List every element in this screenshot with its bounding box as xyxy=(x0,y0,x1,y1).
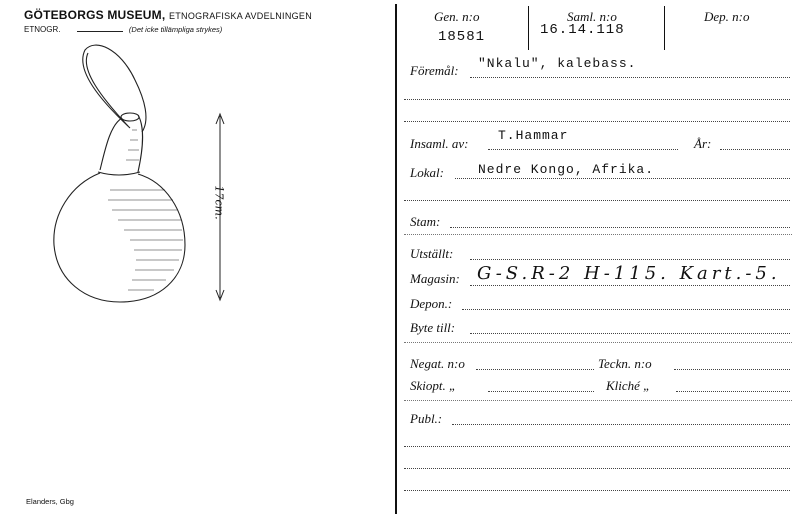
byte-label: Byte till: xyxy=(410,320,456,335)
byte-line xyxy=(470,333,790,334)
teckn-label: Teckn. n:o xyxy=(598,356,652,371)
separator-1 xyxy=(404,234,792,235)
publ-line-4 xyxy=(404,490,790,491)
negat-label: Negat. n:o xyxy=(410,356,465,371)
lokal-label: Lokal: xyxy=(410,165,444,180)
skiopt-label: Skiopt. „ xyxy=(410,378,457,393)
saml-label: Saml. n:o xyxy=(567,9,617,24)
saml-value: 16.14.118 xyxy=(540,22,625,38)
box-divider-1 xyxy=(528,6,529,50)
kliche-line xyxy=(676,391,790,392)
magasin-label: Magasin: xyxy=(410,271,460,286)
foremal-label: Föremål: xyxy=(410,63,459,78)
foremal-line xyxy=(470,77,790,78)
publ-line-2 xyxy=(404,446,790,447)
lokal-value: Nedre Kongo, Afrika. xyxy=(478,162,655,177)
dep-label: Dep. n:o xyxy=(704,9,750,24)
utstallt-label: Utställt: xyxy=(410,246,454,261)
insaml-value: T.Hammar xyxy=(498,128,569,143)
header-subline xyxy=(24,25,222,34)
negat-line xyxy=(476,369,594,370)
printer-footer: Elanders, Gbg xyxy=(26,497,74,506)
gen-label: Gen. n:o xyxy=(434,9,480,24)
ar-label: År: xyxy=(694,136,712,151)
insaml-line xyxy=(488,149,678,150)
gen-value: 18581 xyxy=(438,29,486,45)
teckn-line xyxy=(674,369,790,370)
stam-label: Stam: xyxy=(410,214,441,229)
blank-line-1 xyxy=(404,99,790,100)
ar-line xyxy=(720,149,790,150)
department-name: ETNOGRAFISKA AVDELNINGEN xyxy=(168,11,313,21)
lokal-line xyxy=(455,178,790,179)
blank-line-3 xyxy=(404,200,790,201)
foremal-value: "Nkalu", kalebass. xyxy=(478,56,637,71)
museum-header xyxy=(24,8,312,22)
box-divider-2 xyxy=(664,6,665,50)
publ-label: Publ.: xyxy=(410,411,443,426)
skiopt-line xyxy=(488,391,594,392)
insaml-label: Insaml. av: xyxy=(410,136,469,151)
blank-line-2 xyxy=(404,121,790,122)
etnogr-prefix: ETNOGR. xyxy=(24,25,61,34)
separator-2 xyxy=(404,342,792,343)
depon-line xyxy=(462,309,790,310)
strike-note: (Det icke tillämpliga strykes) xyxy=(128,25,223,34)
magasin-line xyxy=(470,285,790,286)
utstallt-line xyxy=(470,259,790,260)
struck-text xyxy=(77,31,123,32)
separator-3 xyxy=(404,400,792,401)
depon-label: Depon.: xyxy=(410,296,453,311)
card-divider xyxy=(395,4,397,514)
museum-name: GÖTEBORGS MUSEUM, xyxy=(24,8,166,22)
stam-line xyxy=(450,227,790,228)
publ-line-3 xyxy=(404,468,790,469)
magasin-value: G-S.R-2 H-115. Kart.-5. xyxy=(477,263,781,284)
kliche-label: Kliché „ xyxy=(606,378,651,393)
publ-line xyxy=(452,424,790,425)
height-measure-label: 17cm. xyxy=(212,185,226,220)
